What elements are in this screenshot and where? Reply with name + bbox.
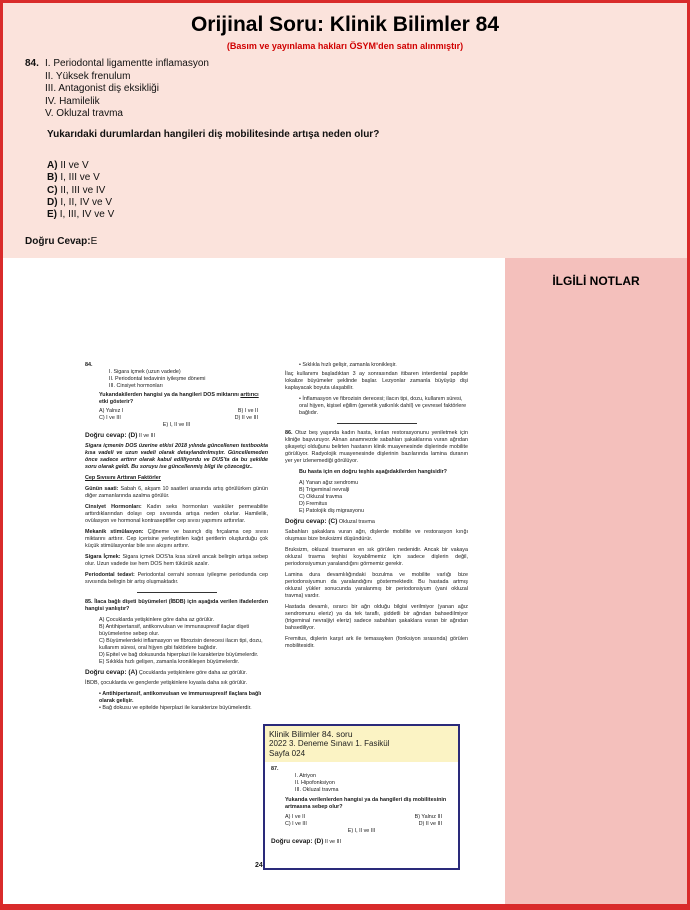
copyright-notice: (Basım ve yayınlama hakları ÖSYM'den satın alınmıştır) — [226, 41, 464, 51]
notes-panel — [505, 258, 687, 904]
question-item: III. Antagonist diş eksikliği — [45, 83, 159, 94]
source-reference-header — [265, 726, 458, 762]
source-exam: 2022 3. Deneme Sınavı 1. Fasikül — [269, 739, 390, 748]
option-b: B) I, III ve V — [47, 172, 100, 184]
source-page: Sayfa 024 — [269, 749, 306, 758]
question-item: 84. I. Periodontal ligamentte inflamasyon — [25, 58, 209, 69]
question-number: 84. — [25, 58, 39, 69]
question-item: II. Yüksek frenulum — [45, 70, 131, 82]
source-reference-box — [263, 724, 460, 870]
right-column: • Sıklıkla hızlı gelişir, zamanla kronikleşir. İlaç kullanımı başladıktan 3 ay sonrasından itibaren interdental papilde lokalize büyümeler şeklinde başlar. Lezyonlar zamanla büyüyüp dişi kaplayacak boyuta ulaşabilir. • İnflamasyon ve fibrozisin derecesi; ilacın tipi, dozu, kullanım süresi, oral hijyen, kişisel eğilim (genetik yatkınlık dahil) ve çevresel faktörlere bağlıdır. 86. Otuz beş yaşında kadın hasta, kırılan restorasyonunu yeniletmek için kliniğe başvuruyor. Alınan anamnezde sabahları şakaklarına vuran ağrıdan şikayetçi olduğunu belirten hastanın klinik muayenesinde dişlerinde mobilite görülüyor. Radyolojik muayenesinde dişlerinin bazılarında lamina duranın yer yer izlenemediği görülüyor. Bu hasta için en doğru teşhis aşağıdakilerden hangisidir? A) Yanan ağız sendromu B) Trigeminal nevralji C) Okluzal travma D) Fremitus E) Patolojik diş migrasyonu Doğru cevap: (C) Okluzal travma Sabahları şakaklara vuran ağrı, dişlerde mobilite ve restorasyon kırığı oluşması bize bruksizmi düşündürür. Bruksizm, okluzal travmanın en sık görülen nedenidir. Ancak bir vakaya okluzal travma teşhisi koyabilmemiz için sadece dişlerin değil, periodonsiyumun yaralandığını görmemiz gerekir. Lamina dura devamlılığındaki bozulma ve mobilite varlığı bize periodonsiyumun da yaralandığını göstermektedir. Bu hastada artmış okluzal yükler sonucunda yaralanmış bir periodonsiyum (yani okluzal travma) vardır. Hastada devamlı, ısrarcı bir ağrı olduğu bilgisi verilmiyor (yanan ağız sendromunu eleriz) ya da tek taraflı, şiddetli bir ağrıdan bahsedilmiyor (trigeminal nevraljiyi eleriz) sadece sabahları şakaklara vuran bir ağrıdan bahsediliyor. Fremitus, dişlerin karşıt ark ile temasayken (fonksiyon sırasında) görülen mobilitesidir. — [285, 362, 468, 649]
question-item: V. Okluzal travma — [45, 108, 123, 119]
source-title: Klinik Bilimler 84. soru — [269, 729, 353, 739]
option-e: E) I, III, IV ve V — [47, 209, 115, 221]
question-stem: Yukarıdaki durumlardan hangileri diş mobilitesinde artışa neden olur? — [47, 129, 380, 140]
left-column: 84. I. Sigara içmek (uzun vadede) II. Periodontal tedavinin iyileşme dönemi III. Cinsiyet hormonları Yukarıdakilerden hangisi ya da hangileri DOS miktarını arttırıcı etki gösterir? A) Yalnız I B) I ve II C) I ve III D) II ve III E) I, II ve III Doğru cevap: (D) II ve III Sigara içmenin DOS üzerine etkisi 2018 yılında güncellenen textbookta kısa vadeli ve uzun vadeli olarak detaylandırılmıştır. Güncellemeden önce sadece arttırır olarak kabul edilliyordu ve DUS'ta da bu şekilde soru olarak geldi. Bu soruyu ise güncellenmiş bilgi ile çözeceğiz.. Cep Sıvısını Arttıran Faktörler Günün saati: Sabah 6, akşam 10 saatleri arasında artış görülürken günün diğer zamanlarında azalma görülür. Cinsiyet Hormonları: Kadın seks hormonları vasküler permeabilite arttırdıklarından dolayı cep sıvısında artışa neden olurlar. Hamilelik, ovülasyon ve hormonal kontraseptifler cep sıvısı yapımını arttırırlar. Mekanik stimülasyon: Çiğneme ve basınçlı diş fırçalama cep sıvısı miktarını arttırır. Cep içerisine yerleştirilen kağıt şeritlerin oluşturduğu çok küçük stimülasyonlar bile sıvı akışını arttırır. Sigara İçmek: Sigara içmek DOS'ta kısa süreli ancak belirgin artışa sebep olur. Uzun vadede ise hem DOS hem tükürük azalır. Periodontal tedavi: Periodontal cerrahi sonrası iyileşme periodunda cep sıvısında belirgin bir artış oluşmaktadır. 85. İlaca bağlı dişeti büyümeleri (İBDB) için aşağıda verilen ifadelerden hangisi yanlıştır? A) Çocuklarda yetişkinlere göre daha az görülür. B) Antihipertansif, antikonvulsan ve immunsupresif ilaçlar dişeti büyümelerine sebep olur. C) Büyümelerdeki inflamasyon ve fibrozisin derecesi ilacın tipi, dozu, kullanım süresi, oral hijyen gibi faktörlere bağlıdır. D) Epitel ve bağ dokusunda hiperplazi ile karakterize büyümelerdir. E) Sıklıkla hızlı gelişen, zamanla kronikleşen büyümelerdir. Doğru cevap: (A) Çocuklarda yetişkinlere göre daha az görülür. İBDB, çocuklarda ve gençlerde yetişkinlere kıyasla daha sık görülür. • Antihipertansif, antikonvulsan ve immunsupresif ilaçlara bağlı olarak gelişir. • Bağ dokusu ve epitelde hiperplazi ile karakterize büyümelerdir. — [85, 362, 269, 711]
notes-title: İLGİLİ NOTLAR — [552, 274, 640, 288]
source-question-87: 87. I. Atriyon II. Hipofonksiyon III. Okluzal travma Yukarıda verilenlerden hangisi ya da hangileri diş mobilitesinin artmasına sebep olur? A) I ve II B) Yalnız III C) I ve III D) II ve III E) I, II ve III Doğru cevap: (D) II ve III — [271, 766, 447, 845]
option-c: C) II, III ve IV — [47, 184, 106, 196]
answer-options — [47, 160, 114, 221]
question-item: IV. Hamilelik — [45, 95, 100, 107]
question-panel — [3, 3, 687, 258]
correct-answer: Doğru Cevap:E — [25, 236, 98, 247]
option-a: A) II ve V — [47, 160, 89, 171]
page-title: Orijinal Soru: Klinik Bilimler 84 — [190, 13, 500, 36]
question-items — [25, 58, 209, 121]
option-d: D) I, II, IV ve V — [47, 196, 113, 208]
page-number: 24 — [255, 862, 263, 869]
